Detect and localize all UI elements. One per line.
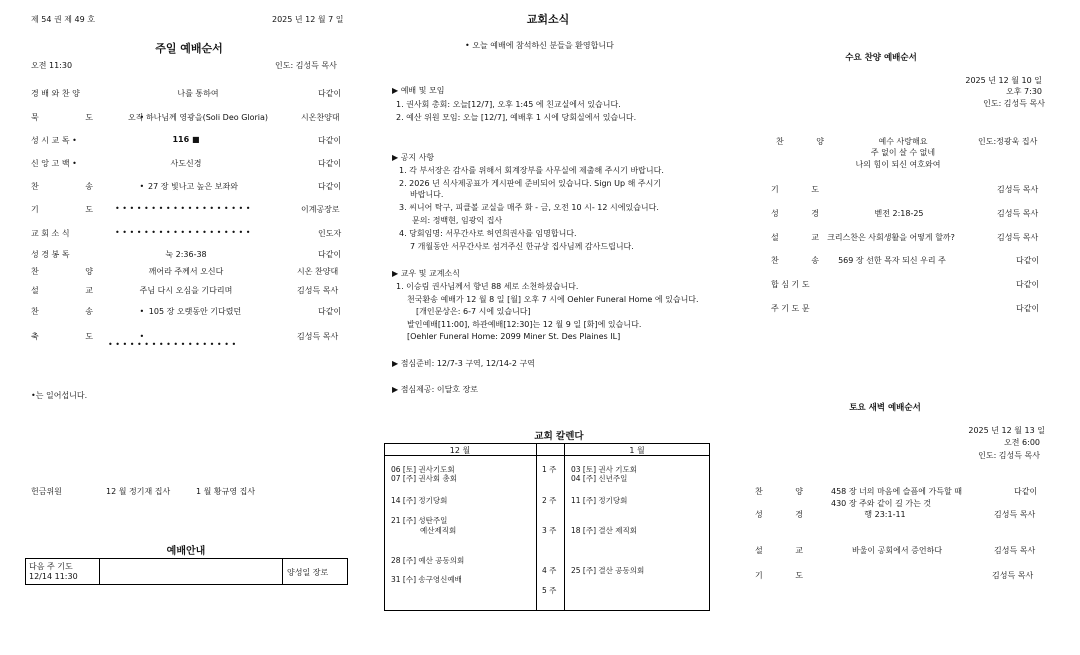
news-line: [개인문상은: 6-7 시에 있습니다] (416, 307, 531, 316)
order-by: 김성득 목사 (997, 233, 1039, 242)
news-heading: ▶ 점심준비: 12/7-3 구역, 12/14-2 구역 (392, 359, 535, 368)
order-label: 성 시 교 독 • (31, 136, 77, 145)
order-content: 크리스찬은 사회생활을 어떻게 할까? (827, 233, 955, 242)
order-content: • • • • • • • • • • • • • • • • • • • (115, 204, 251, 213)
calendar-header-line (384, 455, 710, 456)
order-content: 나를 통하여 (177, 89, 219, 98)
order-content: 사도신경 (170, 159, 202, 168)
order-by: 이계공장로 (301, 205, 340, 214)
church-news-title: 교회소식 (526, 13, 570, 26)
order-label: 성 경 (755, 510, 803, 519)
guide-divider (99, 558, 100, 585)
welcome-text: • 오늘 예배에 참석하신 분들을 환영합니다 (465, 41, 614, 50)
order-content: 27 장 빛나고 높은 보좌와 (148, 182, 238, 191)
order-label: 설 교 (771, 233, 819, 242)
order-content: 예수 사랑해요 (878, 137, 928, 146)
news-line: [Oehler Funeral Home: 2099 Miner St. Des Plaines IL] (407, 332, 621, 341)
order-content: • • • • • • • • • • • • • • • • • • (108, 340, 237, 349)
order-label: 경 배 와 찬 양 (31, 89, 80, 98)
sunday-worship-time: 오전 11:30 (31, 61, 73, 70)
news-heading: ▶ 교우 및 교계소식 (392, 269, 460, 278)
wednesday-worship-title: 수요 찬양 예배순서 (845, 53, 917, 63)
calendar-dec-item: 14 [주] 정기당회 (391, 496, 448, 505)
order-label: 기 도 (31, 205, 93, 214)
order-by: 다같이 (318, 159, 342, 168)
order-by: 다같이 (318, 250, 342, 259)
order-content: 눅 2:36-38 (165, 250, 207, 259)
guide-prayer-date: 12/14 11:30 (29, 572, 78, 581)
order-by: 시온 찬양대 (297, 267, 339, 276)
calendar-jan-item: 18 [주] 결산 제직회 (571, 526, 638, 535)
order-label: 찬 양 (31, 267, 93, 276)
order-by: 시온찬양대 (301, 113, 340, 122)
calendar-dec-item: 28 [주] 예산 공동의회 (391, 556, 465, 565)
order-label: 성 경 (771, 209, 819, 218)
calendar-title: 교회 칼렌다 (534, 431, 584, 442)
news-line: 발인예배[11:00], 하관예배[12:30]는 12 월 9 일 [화]에 있습니다. (407, 320, 642, 329)
order-by: 김성득 목사 (994, 510, 1036, 519)
standing-note: •는 일어섭니다. (31, 391, 88, 400)
news-line: 천국환송 예배가 12 월 8 일 [월] 오후 7 시에 Oehler Funeral Home 에 있습니다. (407, 295, 699, 304)
order-by: 김성득 목사 (297, 332, 339, 341)
order-label: 기 도 (755, 571, 803, 580)
saturday-time: 오전 6:00 (1004, 438, 1040, 447)
calendar-week: 3 주 (542, 526, 557, 535)
news-line: 3. 씨니어 탁구, 피클볼 교실을 매주 화 - 금, 오전 10 시- 12 시에있습니다. (399, 203, 659, 212)
order-by: 다같이 (318, 182, 342, 191)
issue-number: 제 54 권 제 49 호 (31, 15, 95, 24)
calendar-jan-item: 11 [주] 정기당회 (571, 496, 628, 505)
order-content: 569 장 선한 목자 되신 우리 주 (838, 256, 946, 265)
order-content: 주님 다시 오심을 기다리며 (139, 286, 233, 295)
saturday-leader: 인도: 김성득 목사 (978, 451, 1040, 460)
news-line: 2. 예산 위원 모임: 오늘 [12/7], 예배후 1 시에 당회실에서 있습니다. (396, 113, 637, 122)
order-label: 묵 도 • (31, 113, 145, 122)
calendar-week: 2 주 (542, 496, 557, 505)
calendar-head-january: 1 월 (629, 446, 645, 455)
news-heading: ▶ 예배 및 모임 (392, 86, 445, 95)
news-line: 바랍니다. (410, 190, 444, 199)
news-line: 1. 이승림 권사님께서 향년 88 세로 소천하셨습니다. (396, 282, 579, 291)
order-by: 인도자 (318, 229, 342, 238)
order-by: 다같이 (1016, 304, 1040, 313)
order-by: 김성득 목사 (994, 546, 1036, 555)
order-label: 찬 양 (755, 487, 803, 496)
calendar-dec-item: 21 [주] 성탄주일 (391, 516, 448, 525)
wednesday-leader: 인도: 김성득 목사 (983, 99, 1045, 108)
order-label: 찬 양 (776, 137, 824, 146)
order-by: 다같이 (1014, 487, 1038, 496)
order-content: 나의 힘이 되신 여호와여 (855, 160, 941, 169)
bulletin-date: 2025 년 12 월 7 일 (272, 15, 344, 24)
calendar-head-december: 12 월 (449, 446, 471, 455)
news-line: 문의: 정백현, 임광익 집사 (412, 216, 503, 225)
order-by: 김성득 목사 (997, 209, 1039, 218)
calendar-week: 4 주 (542, 566, 557, 575)
order-by: 다같이 (1016, 256, 1040, 265)
calendar-dec-item: 07 [주] 권사회 총회 (391, 474, 458, 483)
news-line: 1. 권사회 총회: 오늘[12/7], 오후 1:45 에 친교실에서 있습니다. (396, 100, 621, 109)
order-content: 깨어라 주께서 오신다 (148, 267, 224, 276)
calendar-week: 1 주 (542, 465, 557, 474)
wednesday-time: 오후 7:30 (1006, 87, 1042, 96)
offering-december: 12 월 정기재 집사 (106, 487, 171, 496)
order-label: 찬 송 • (31, 182, 145, 191)
offering-label: 헌금위원 (31, 487, 62, 496)
news-heading: ▶ 공지 사항 (392, 153, 435, 162)
order-label: 설 교 (755, 546, 803, 555)
calendar-jan-item: 04 [주] 신년주일 (571, 474, 628, 483)
news-heading: ▶ 점심제공: 이달호 장로 (392, 385, 479, 394)
order-by: 인도:정광욱 집사 (978, 137, 1038, 146)
calendar-divider (564, 443, 565, 611)
sunday-worship-leader: 인도: 김성득 목사 (275, 61, 337, 70)
news-line: 4. 당회임명: 서무간사로 허연희권사를 임명합니다. (399, 229, 577, 238)
order-content: 116 ■ (172, 135, 200, 144)
order-by: 김성득 목사 (297, 286, 339, 295)
guide-prayer-label: 다음 주 기도 (29, 562, 73, 571)
order-label: 합 심 기 도 (771, 280, 810, 289)
wednesday-date: 2025 년 12 월 10 일 (965, 76, 1042, 85)
order-label: 설 교 (31, 286, 93, 295)
calendar-week: 5 주 (542, 586, 557, 595)
order-by: 김성득 목사 (992, 571, 1034, 580)
calendar-dec-item: 예산제직회 (420, 526, 457, 535)
guide-prayer-name: 양성일 장로 (287, 568, 329, 577)
order-content: 458 장 너의 마음에 슬픔에 가득할 때 (831, 487, 962, 496)
calendar-dec-item: 31 [수] 송구영신예배 (391, 575, 462, 584)
order-content: 벧전 2:18-25 (874, 209, 924, 218)
order-content: 바울이 공회에서 증언하다 (851, 546, 943, 555)
order-by: 다같이 (318, 136, 342, 145)
order-by: 다같이 (1016, 280, 1040, 289)
order-content: 주 없이 살 수 없네 (870, 148, 936, 157)
order-label: 축 도 • (31, 332, 145, 341)
offering-january: 1 월 황규영 집사 (196, 487, 256, 496)
order-label: 찬 송 (771, 256, 819, 265)
news-line: 1. 각 부서장은 감사를 위해서 회계장부를 사무실에 제출해 주시기 바랍니다. (399, 166, 664, 175)
order-by: 다같이 (318, 307, 342, 316)
calendar-divider (536, 443, 537, 611)
order-by: 다같이 (318, 89, 342, 98)
sunday-worship-title: 주일 예배순서 (155, 42, 223, 55)
news-line: 2. 2026 년 식사제공표가 게시판에 준비되어 있습니다. Sign Up 해 주시기 (399, 179, 662, 188)
order-content: • • • • • • • • • • • • • • • • • • • (115, 228, 251, 237)
calendar-jan-item: 03 [토] 권사 기도회 (571, 465, 638, 474)
order-content: 오직 하나님께 영광을(Soli Deo Gloria) (127, 113, 269, 122)
calendar-dec-item: 06 [토] 권사기도회 (391, 465, 455, 474)
order-label: 주 기 도 문 (771, 304, 810, 313)
order-label: 성 경 봉 독 (31, 250, 70, 259)
order-label: 기 도 (771, 185, 819, 194)
order-label: 신 앙 고 백 • (31, 159, 77, 168)
order-label: 교 회 소 식 (31, 229, 70, 238)
order-label: 찬 송 • (31, 307, 145, 316)
worship-guide-title: 예배안내 (166, 546, 206, 557)
news-line: 7 개월동안 서무간사로 섬겨주신 한규상 집사님께 감사드립니다. (410, 242, 634, 251)
saturday-date: 2025 년 12 월 13 일 (968, 426, 1045, 435)
order-content: 행 23:1-11 (864, 510, 906, 519)
guide-divider (282, 558, 283, 585)
order-content: 430 장 주와 같이 길 가는 것 (831, 499, 932, 508)
order-by: 김성득 목사 (997, 185, 1039, 194)
calendar-jan-item: 25 [주] 결산 공동의회 (571, 566, 645, 575)
order-content: 105 장 오랫동안 기다렸던 (148, 307, 242, 316)
saturday-worship-title: 토요 새벽 예배순서 (849, 403, 921, 413)
